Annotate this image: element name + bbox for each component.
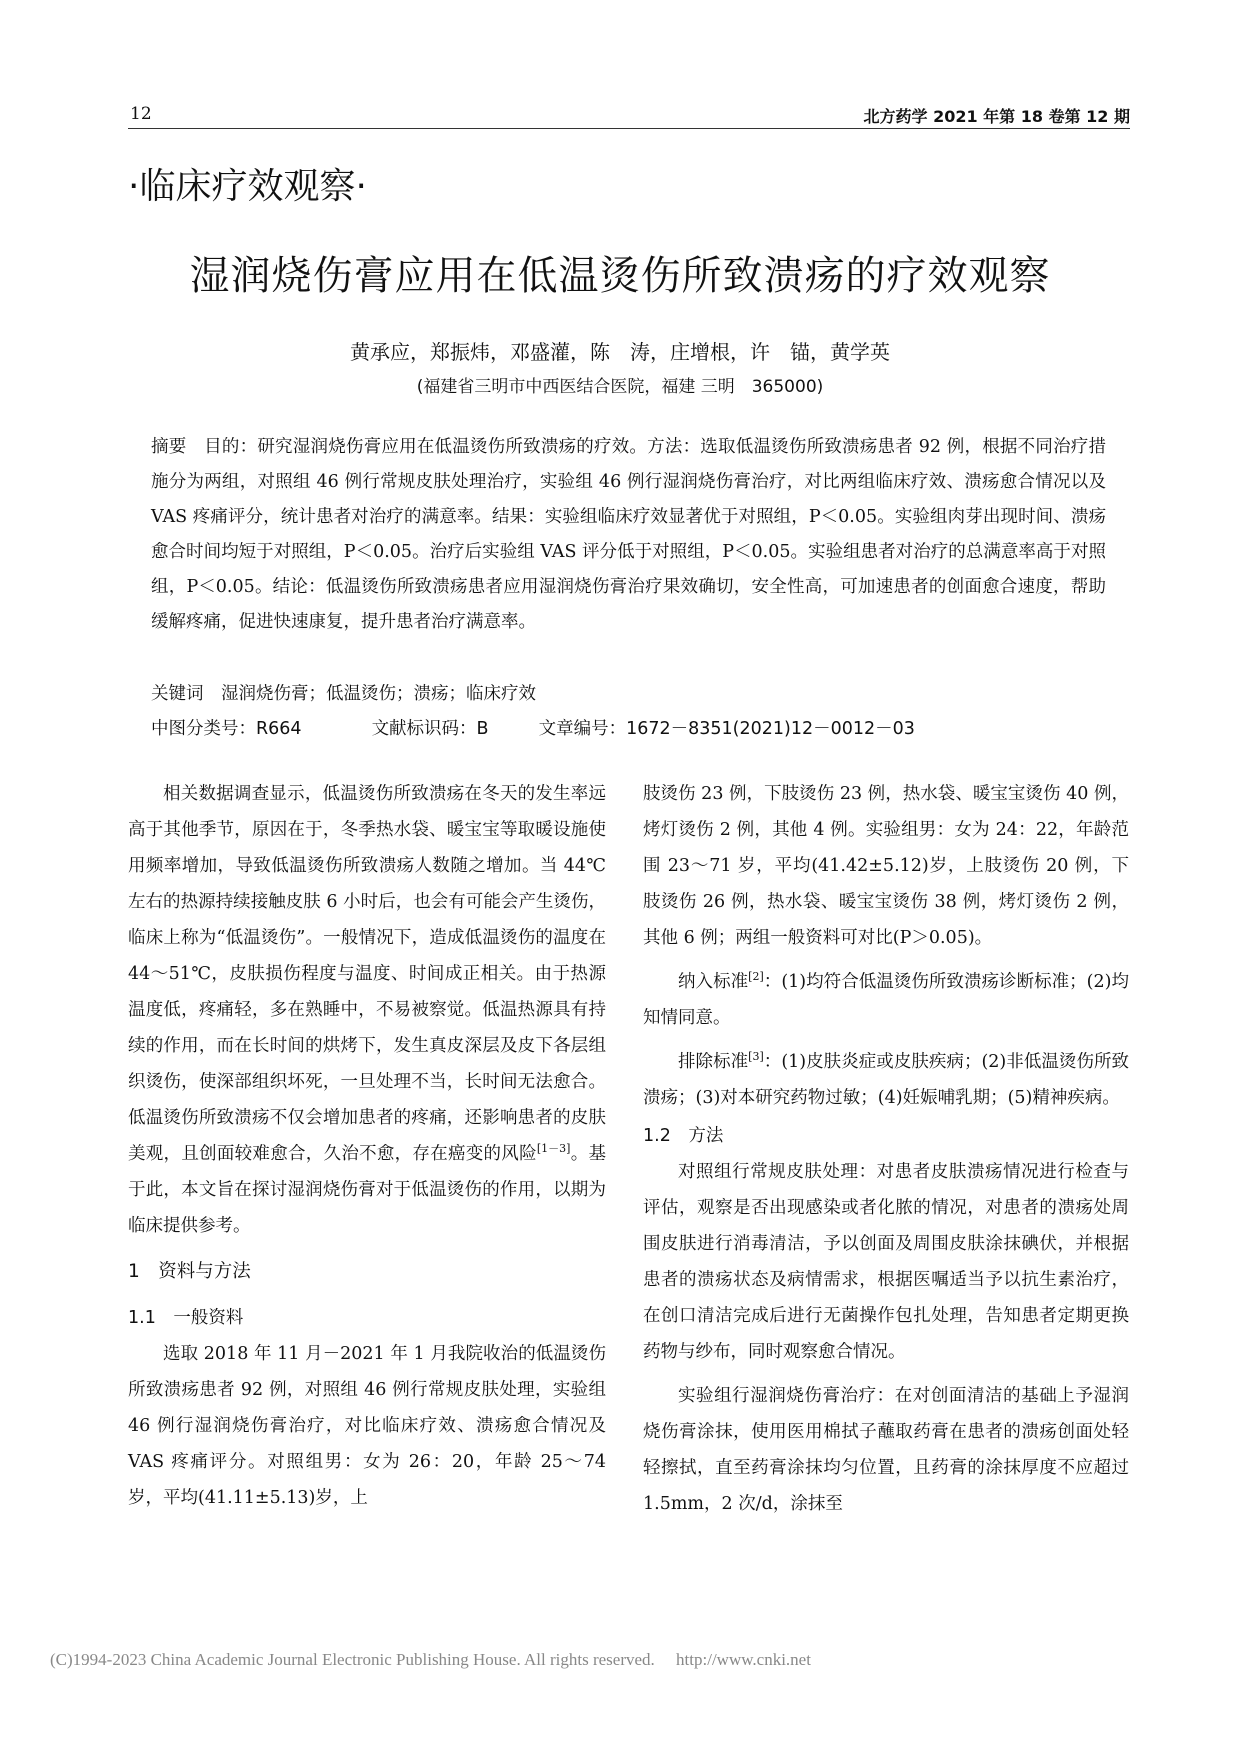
inclusion-criteria: 纳入标准[2]：(1)均符合低温烫伤所致溃疡诊断标准；(2)均知情同意。 [643,970,1130,1028]
general-data-continued: 肢烫伤 23 例，下肢烫伤 23 例，热水袋、暖宝宝烫伤 40 例，烤灯烫伤 2 例，其他 4 例。实验组男：女为 24：22，年龄范围 23～71 岁，平均(41.42±5.12)岁，上肢烫伤 20 例，下肢烫伤 26 例，热水袋、暖宝宝烫伤 38 例，烤灯烫伤 2 例，其他 6 例；两组一般资料可对比(P＞0.05)。 [643,784,1129,948]
subsection-heading-1-1: 1.1 一般资料 [128,1308,244,1328]
keywords-text: 湿润烧伤膏；低温烫伤；溃疡；临床疗效 [221,684,536,704]
classification-line [151,715,915,740]
abstract [151,430,1106,640]
section-label: ·临床疗效观察· [128,166,367,207]
subsection-heading-1-2: 1.2 方法 [643,1126,724,1146]
control-method-paragraph: 对照组行常规皮肤处理：对患者皮肤溃疡情况进行检查与评估，观察是否出现感染或者化脓的情况，对患者的溃疡处周围皮肤进行消毒清洁，予以创面及周围皮肤涂抹碘伏，并根据患者的溃疡状态及病情需求，根据医嘱适当予以抗生素治疗，在创口清洁完成后进行无菌操作包扎处理，告知患者定期更换药物与纱布，同时观察愈合情况。 [643,1162,1129,1362]
reference-marker: [3] [748,1050,764,1064]
left-column [128,776,606,1516]
experiment-method-paragraph: 实验组行湿润烧伤膏治疗：在对创面清洁的基础上予湿润烧伤膏涂抹，使用医用棉拭子蘸取药膏在患者的溃疡创面处轻轻擦拭，直至药膏涂抹均匀位置，且药膏的涂抹厚度不应超过 1.5mm，2 次/d，涂抹至 [643,1386,1129,1514]
authors: 黄承应，郑振炜，邓盛灌，陈 涛，庄增根，许 锚，黄学英 [350,340,890,364]
section-heading-1: 1 资料与方法 [128,1261,251,1282]
article-title: 湿润烧伤膏应用在低温烫伤所致溃疡的疗效观察 [189,253,1051,299]
clc-number: 中图分类号：R664 [151,719,302,739]
general-data-paragraph: 选取 2018 年 11 月－2021 年 1 月我院收治的低温烫伤所致溃疡患者 92 例，对照组 46 例行常规皮肤处理，实验组 46 例行湿润烧伤膏治疗，对比临床疗效、溃疡愈合情况及 VAS 疼痛评分。对照组男：女为 26：20，年龄 25～74 岁，平均(41.11±5.13)岁，上 [128,1344,606,1508]
document-code: 文献标识码：B [371,719,489,739]
journal-info: 北方药学 2021 年第 18 卷第 12 期 [863,107,1130,126]
right-column [643,776,1129,1522]
copyright-footer: (C)1994-2023 China Academic Journal Electronic Publishing House. All rights reserved. http://www.cnki.net [50,1650,811,1669]
reference-marker: [2] [748,970,764,984]
page-number: 12 [130,104,152,124]
affiliation: (福建省三明市中西医结合医院，福建 三明 365000) [416,377,824,397]
intro-paragraph: 相关数据调查显示，低温烫伤所致溃疡在冬天的发生率远高于其他季节，原因在于，冬季热水袋、暖宝宝等取暖设施使用频率增加，导致低温烫伤所致溃疡人数随之增加。当 44℃左右的热源持续接触皮肤 6 小时后，也会有可能会产生烫伤，临床上称为“低温烫伤”。一般情况下，造成低温烫伤的温度在 44～51℃，皮肤损伤程度与温度、时间成正相关。由于热源温度低，疼痛轻，多在熟睡中，不易被察觉。低温热源具有持续的作用，而在长时间的烘烤下，发生真皮深层及皮下各层组织烫伤，使深部组织坏死，一旦处理不当，长时间无法愈合。低温烫伤所致溃疡不仅会增加患者的疼痛，还影响患者的皮肤美观，且创面较难愈合，久治不愈，存在癌变的风险[1－3]。基于此，本文旨在探讨湿润烧伤膏对于低温烫伤的作用，以期为临床提供参考。 [128,784,607,1236]
abstract-text: 目的：研究湿润烧伤膏应用在低温烫伤所致溃疡的疗效。方法：选取低温烫伤所致溃疡患者 92 例，根据不同治疗措施分为两组，对照组 46 例行常规皮肤处理治疗，实验组 46 例行湿润烧伤膏治疗，对比两组临床疗效、溃疡愈合情况以及 VAS 疼痛评分，统计患者对治疗的满意率。结果：实验组临床疗效显著优于对照组，P＜0.05。实验组肉芽出现时间、溃疡愈合时间均短于对照组，P＜0.05。治疗后实验组 VAS 评分低于对照组，P＜0.05。实验组患者对治疗的总满意率高于对照组，P＜0.05。结论：低温烫伤所致溃疡患者应用湿润烧伤膏治疗果效确切，安全性高，可加速患者的创面愈合速度，帮助缓解疼痛，促进快速康复，提升患者治疗满意率。 [151,437,1107,632]
article-number: 文章编号：1672－8351(2021)12－0012－03 [538,719,915,739]
reference-marker: [1－3] [536,1142,571,1156]
exclusion-criteria: 排除标准[3]：(1)皮肤炎症或皮肤疾病；(2)非低温烫伤所致溃疡；(3)对本研究药物过敏；(4)妊娠哺乳期；(5)精神疾病。 [643,1050,1130,1108]
keywords-label: 关键词 [151,684,204,704]
abstract-label: 摘要 [151,437,187,457]
header-rule [128,128,1130,129]
keywords [151,680,536,705]
